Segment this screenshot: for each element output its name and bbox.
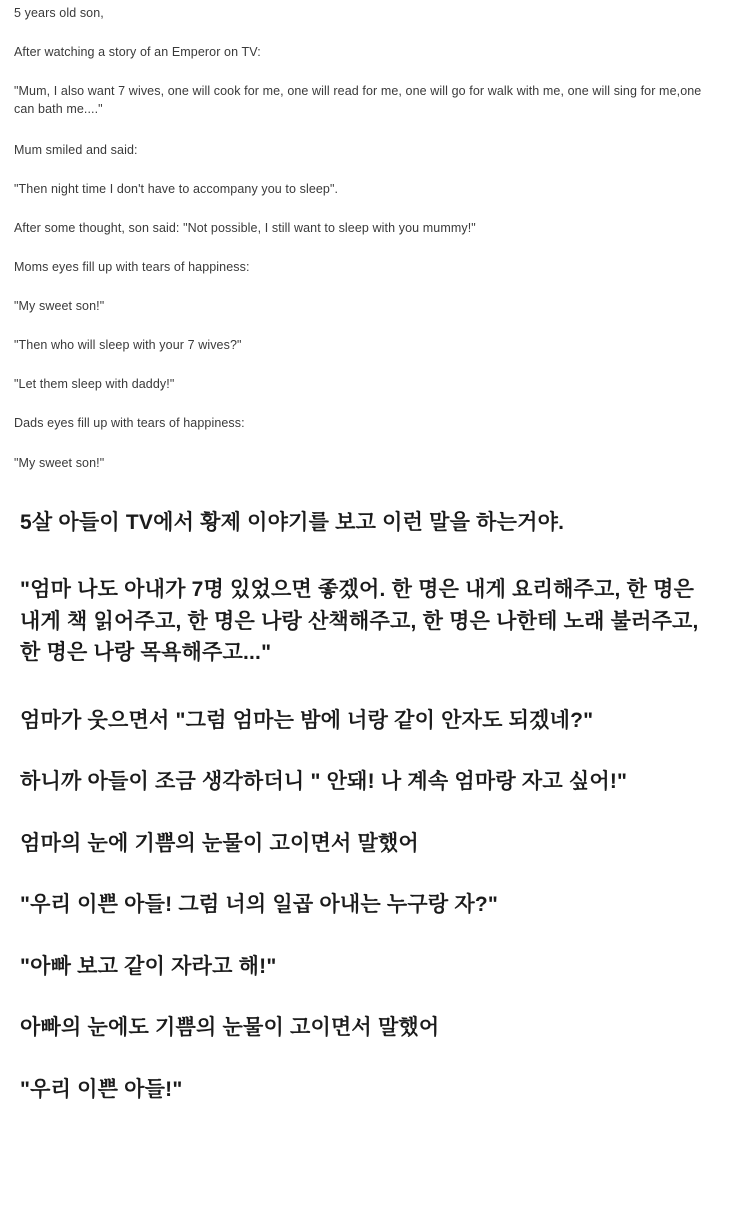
paragraph: Dads eyes fill up with tears of happiness: <box>14 416 245 431</box>
paragraph: "아빠 보고 같이 자라고 해!" <box>20 954 277 978</box>
paragraph: "My sweet son!" <box>14 455 105 470</box>
korean-text-block <box>0 493 730 1142</box>
paragraph: "Let them sleep with daddy!" <box>14 377 175 392</box>
paragraph: 5살 아들이 TV에서 황제 이야기를 보고 이런 말을 하는거야. <box>20 510 565 534</box>
english-text-block <box>0 0 730 472</box>
paragraph: 하니까 아들이 조금 생각하더니 " 안돼! 나 계속 엄마랑 자고 싶어!" <box>20 770 628 794</box>
paragraph: 아빠의 눈에도 기쁨의 눈물이 고이면서 말했어 <box>20 1016 440 1040</box>
paragraph: "Then who will sleep with your 7 wives?" <box>14 338 242 353</box>
paragraph: Moms eyes fill up with tears of happiness: <box>14 259 250 274</box>
paragraph: 5 years old son, <box>14 6 104 20</box>
paragraph: 엄마가 웃으면서 "그럼 엄마는 밤에 너랑 같이 안자도 되겠네?" <box>20 708 594 732</box>
paragraph: "엄마 나도 아내가 7명 있었으면 좋겠어. 한 명은 내게 요리해주고, 한 명은 내게 책 읽어주고, 한 명은 나랑 산책해주고, 한 명은 나한테 노래 불러주고, 한 명은 나랑 목욕해주고..." <box>20 578 699 665</box>
paragraph: Mum smiled and said: <box>14 142 138 157</box>
paragraph: After some thought, son said: "Not possible, I still want to sleep with you mummy!" <box>14 220 476 235</box>
paragraph: "우리 이쁜 아들! 그럼 너의 일곱 아내는 누구랑 자?" <box>20 893 499 917</box>
paragraph: After watching a story of an Emperor on TV: <box>14 45 261 60</box>
paragraph: "우리 이쁜 아들!" <box>20 1077 183 1101</box>
paragraph: "Then night time I don't have to accompany you to sleep". <box>14 181 339 196</box>
paragraph: 엄마의 눈에 기쁨의 눈물이 고이면서 말했어 <box>20 831 419 855</box>
paragraph: "Mum, I also want 7 wives, one will cook for me, one will read for me, one will go for walk with me, one will sing for me,one can bath me...." <box>14 84 702 117</box>
paragraph: "My sweet son!" <box>14 299 105 313</box>
